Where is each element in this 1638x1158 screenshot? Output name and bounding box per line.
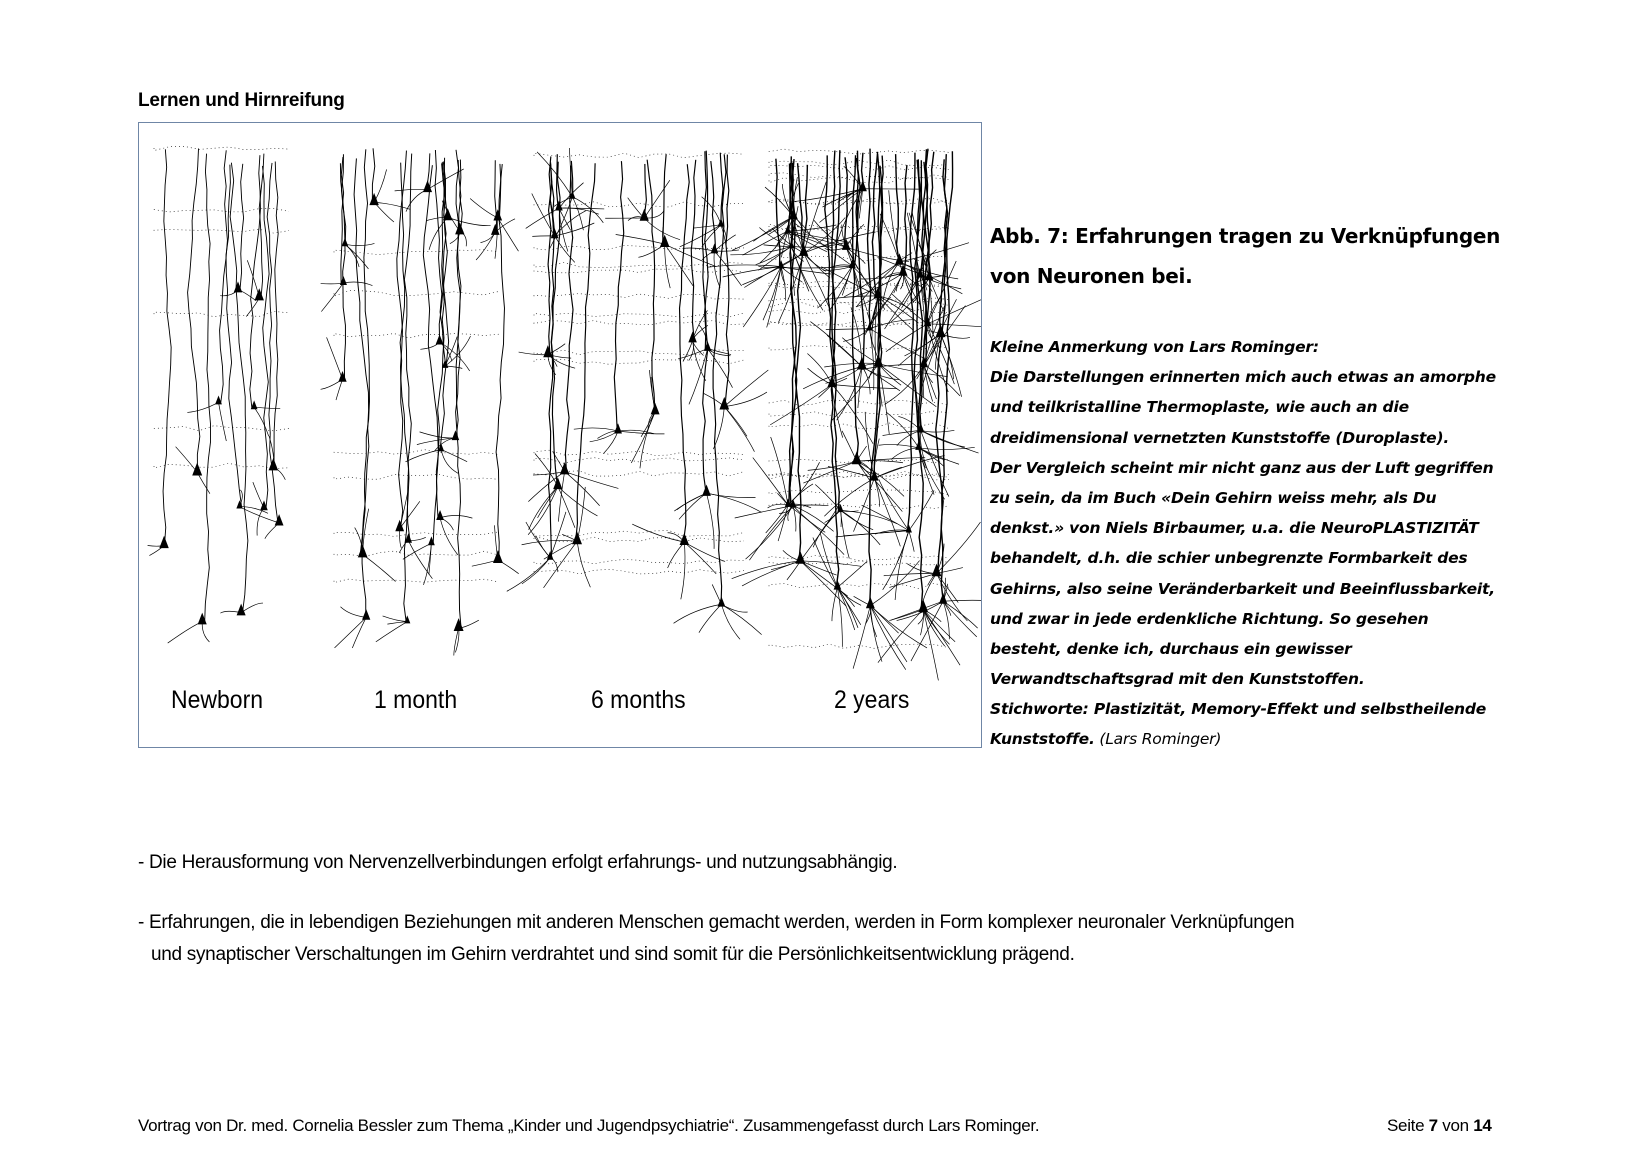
fiber-line — [769, 149, 949, 154]
page-prefix: Seite — [1387, 1116, 1429, 1135]
dendrite-branch — [724, 392, 767, 407]
dendrite-branch — [253, 482, 264, 508]
dendrite-branch — [383, 616, 408, 622]
dendrite-branch — [558, 472, 564, 522]
note-line: Stichworte: Plastizität, Memory-Effekt und selbstheilende — [990, 700, 1487, 719]
dendrite-branch — [897, 531, 909, 563]
neuron-soma — [842, 239, 851, 250]
note-line: besteht, denke ich, durchaus ein gewisser — [990, 639, 1352, 658]
page-mid: von — [1437, 1116, 1474, 1135]
neuron-soma — [338, 371, 346, 382]
dendrite-branch — [440, 515, 472, 518]
dendrite-branch — [807, 353, 832, 384]
dendrite — [663, 154, 667, 244]
dendrite — [872, 152, 878, 296]
dendrite — [565, 166, 573, 472]
dendrite-branch — [374, 169, 386, 202]
dendrite-branch — [743, 231, 788, 255]
dendrite-branch — [565, 472, 600, 506]
footer-text: Vortrag von Dr. med. Cornelia Bessler zum Thema „Kinder und Jugendpsychiatrie“. Zusammengefasst durch Lars Rominger. — [138, 1116, 1040, 1135]
fiber-line — [769, 298, 949, 303]
fiber-line — [334, 450, 499, 455]
dendrite-branch — [644, 218, 680, 240]
dendrite-branch — [241, 603, 263, 613]
note-attribution: (Lars Rominger) — [1094, 730, 1222, 749]
dendrite-branch — [197, 472, 210, 493]
fiber-line — [334, 250, 499, 255]
dendrite-branch — [363, 554, 396, 581]
neuron-soma — [906, 524, 912, 532]
note-last-bold: Kunststoffe. — [990, 730, 1095, 749]
dendrite-branch — [837, 587, 861, 605]
dendrite-branch — [758, 246, 791, 270]
dendrite-branch — [943, 601, 977, 637]
dendrite — [163, 149, 171, 545]
fiber-line — [534, 269, 744, 273]
neuron-soma — [275, 514, 284, 525]
dendrite-branch — [683, 340, 693, 362]
dendrite-branch — [665, 244, 693, 286]
dendrite — [262, 166, 269, 508]
dendrite-branch — [544, 541, 578, 588]
dendrite-branch — [803, 461, 856, 483]
dendrite-branch — [507, 558, 550, 592]
neuron-soma — [660, 235, 670, 247]
dendrite-branch — [406, 189, 428, 211]
neuron-panel-3 — [507, 148, 769, 639]
dendrite-branch — [778, 505, 788, 541]
dendrite-branch — [707, 493, 756, 497]
dendrite-branch — [714, 235, 735, 251]
neuron-soma — [702, 485, 711, 496]
section-heading: Lernen und Hirnreifung — [138, 90, 345, 111]
neuron-soma — [342, 238, 349, 247]
dendrite-branch — [879, 444, 919, 447]
fiber-line — [334, 579, 499, 583]
note-line: Der Vergleich scheint mir nicht ganz aus der Luft gegriffen — [990, 458, 1494, 477]
fiber-line — [154, 426, 289, 431]
dendrite-branch — [840, 510, 841, 527]
dendrite-branch — [857, 461, 903, 463]
neuron-soma — [614, 423, 622, 433]
dendrite-branch — [335, 617, 367, 648]
neuron-panel-2 — [321, 148, 519, 655]
dendrite — [219, 150, 228, 402]
fiber-line — [534, 153, 744, 158]
dendrite-branch — [321, 283, 344, 284]
panel-label-6-months: 6 months — [591, 686, 686, 714]
neuron-soma — [237, 604, 246, 616]
dendrite-branch — [352, 617, 366, 648]
neuron-soma — [269, 458, 279, 470]
dendrite-branch — [883, 531, 909, 590]
dendrite-branch — [519, 352, 548, 355]
dendrite — [250, 155, 261, 407]
dendrite — [495, 160, 497, 232]
dendrite-branch — [321, 283, 343, 312]
panel-label-1-month: 1 month — [374, 686, 458, 714]
dendrite — [929, 152, 934, 278]
dendrite-branch — [678, 349, 708, 359]
note-last-line — [990, 724, 1550, 754]
dendrite — [404, 154, 412, 622]
dendrite-branch — [448, 217, 491, 225]
dendrite-branch — [870, 606, 905, 670]
neuron-panel-1 — [148, 146, 289, 643]
dendrite-branch — [202, 622, 209, 642]
dendrite — [397, 151, 407, 529]
dendrite-branch — [644, 180, 670, 218]
dendrite-branch — [708, 265, 781, 267]
note-line: Die Darstellungen erinnerten mich auch etwas an amorphe — [990, 368, 1496, 387]
dendrite-branch — [771, 437, 788, 505]
dendrite-branch — [559, 208, 571, 230]
dendrite — [273, 161, 278, 467]
note-line: dreidimensional vernetzten Kunststoffe (Duroplaste). — [990, 428, 1450, 447]
fiber-line — [534, 359, 744, 364]
dendrite-branch — [558, 486, 575, 527]
dendrite-branch — [923, 609, 960, 665]
dendrite-branch — [749, 506, 793, 561]
dendrite-branch — [943, 600, 981, 603]
dendrite — [202, 154, 210, 622]
dendrite — [354, 158, 369, 554]
fiber-line — [154, 463, 289, 468]
dendrite-branch — [793, 505, 828, 506]
bullet-2-line-1: - Erfahrungen, die in lebendigen Beziehungen mit anderen Menschen gemacht werden, werden in Form komplexer neuronaler Verknüpfungen — [138, 912, 1295, 933]
fiber-line — [334, 333, 499, 337]
dendrite-branch — [937, 568, 963, 574]
dendrite-branch — [778, 266, 853, 268]
dendrite-branch — [440, 342, 452, 361]
dendrite-branch — [837, 587, 860, 624]
dendrite-branch — [832, 384, 897, 388]
fiber-line — [534, 294, 744, 299]
dendrite-branch — [400, 529, 402, 548]
dendrite — [907, 153, 914, 531]
dendrite-branch — [374, 202, 394, 222]
dendrite-branch — [800, 561, 861, 567]
fiber-line — [769, 489, 949, 494]
dendrite-branch — [574, 428, 618, 431]
note-line: zu sein, da im Buch «Dein Gehirn weiss mehr, als Du — [990, 488, 1437, 507]
fiber-line — [534, 321, 744, 325]
neuron-soma — [455, 222, 464, 234]
note-line: behandelt, d.h. die schier unbegrenzte Formbarkeit des — [990, 549, 1468, 568]
dendrite-branch — [800, 561, 846, 607]
dendrite-branch — [327, 337, 343, 379]
dendrite-branch — [865, 412, 874, 478]
dendrite-branch — [815, 485, 840, 511]
dendrite-branch — [707, 493, 715, 549]
neuron-soma — [192, 463, 202, 476]
neuron-soma — [493, 550, 503, 563]
dendrite-branch — [537, 152, 572, 197]
dendrite-branch — [538, 486, 558, 517]
neuron-soma — [436, 334, 444, 344]
neuron-soma — [452, 430, 460, 440]
page-total: 14 — [1473, 1116, 1492, 1135]
dendrite-branch — [793, 506, 825, 533]
dendrite-branch — [679, 493, 706, 519]
dendrite-branch — [577, 541, 590, 587]
dendrite-branch — [874, 455, 944, 478]
figure-caption — [990, 216, 1550, 296]
dendrite-branch — [842, 431, 857, 461]
dendrite-branch — [668, 542, 685, 568]
dendrite-branch — [559, 208, 604, 209]
dendrite — [713, 154, 726, 604]
dendrite-branch — [924, 365, 933, 402]
dendrite-branch — [707, 493, 762, 512]
dendrite-branch — [721, 604, 740, 639]
neuron-soma — [358, 545, 368, 558]
dendrite-branch — [219, 402, 227, 441]
neuron-soma — [939, 593, 947, 604]
panel-label-2-years: 2 years — [834, 686, 910, 714]
dendrite — [869, 156, 883, 606]
dendrite-branch — [840, 510, 849, 558]
neuron-soma — [918, 599, 928, 612]
dendrite-branch — [405, 449, 441, 461]
dendrite-branch — [470, 199, 498, 218]
neuron-soma — [395, 520, 404, 531]
dendrite-branch — [345, 243, 375, 245]
dendrite — [238, 164, 244, 290]
dendrite-branch — [681, 542, 685, 599]
dendrite-branch — [743, 267, 781, 327]
fiber-line — [769, 400, 949, 405]
dendrite-branch — [921, 430, 955, 432]
dendrite-branch — [340, 607, 366, 618]
dendrite-branch — [187, 402, 218, 412]
dendrite-branch — [920, 609, 923, 635]
dendrite-branch — [804, 253, 831, 310]
fiber-line — [534, 313, 744, 318]
neuron-soma — [493, 209, 502, 220]
neuron-soma — [572, 531, 582, 544]
dendrite-branch — [895, 531, 909, 600]
dendrite-branch — [572, 197, 603, 223]
dendrite-branch — [550, 558, 558, 572]
dendrite-branch — [618, 431, 664, 434]
dendrite-branch — [423, 543, 431, 585]
dendrite-branch — [565, 472, 619, 489]
dendrite-branch — [254, 407, 280, 408]
dendrite-branch — [857, 461, 904, 496]
annotation-note — [990, 332, 1550, 755]
neuron-soma — [454, 618, 464, 631]
fiber-line — [769, 411, 949, 416]
fiber-line — [154, 208, 289, 212]
dendrite — [691, 160, 695, 340]
caption-line-1: Abb. 7: Erfahrungen tragen zu Verknüpfungen — [990, 224, 1501, 248]
neuron-drawing — [139, 123, 981, 747]
dendrite-branch — [536, 536, 550, 558]
dendrite — [576, 163, 596, 541]
dendrite-branch — [800, 561, 847, 596]
dendrite-branch — [577, 487, 585, 541]
dendrite-branch — [937, 573, 959, 602]
dendrite-branch — [846, 224, 864, 247]
panel-label-newborn: Newborn — [171, 686, 264, 714]
dendrite — [548, 156, 551, 354]
dendrite-branch — [684, 542, 716, 574]
dendrite-branch — [724, 407, 754, 452]
neuron-soma — [651, 403, 660, 415]
fiber-line — [769, 302, 949, 308]
dendrite-branch — [721, 604, 747, 612]
dendrite-branch — [176, 447, 198, 473]
dendrite — [647, 160, 655, 412]
dendrite-branch — [254, 407, 269, 436]
neuron-soma — [369, 193, 378, 205]
dendrite — [724, 155, 729, 407]
fiber-line — [534, 536, 744, 542]
note-line: und teilkristalline Thermoplaste, wie auch an die — [990, 398, 1409, 417]
dendrite-branch — [674, 604, 722, 623]
neuron-soma — [866, 597, 875, 608]
dendrite-branch — [735, 506, 793, 518]
dendrite-branch — [909, 531, 914, 552]
dendrite-branch — [632, 524, 684, 542]
dendrite-branch — [897, 430, 921, 445]
neuron-panel-4 — [708, 149, 981, 681]
dendrite-branch — [640, 412, 655, 469]
dendrite-branch — [862, 505, 909, 530]
dendrite — [230, 163, 248, 613]
dendrite-branch — [891, 601, 944, 620]
dendrite-branch — [837, 587, 854, 630]
caption-line-2: von Neuronen bei. — [990, 264, 1193, 288]
dendrite-branch — [168, 622, 203, 643]
neuron-soma — [795, 551, 805, 564]
note-line: Gehirns, also seine Veränderbarkeit und Beeinflussbarkeit, — [990, 579, 1495, 598]
neuron-soma — [688, 331, 696, 342]
dendrite-branch — [922, 573, 936, 605]
dendrite-branch — [788, 462, 820, 505]
fiber-line — [334, 474, 499, 479]
dendrite-branch — [677, 493, 707, 510]
dendrite-branch — [376, 622, 407, 642]
fiber-line — [534, 559, 744, 563]
dendrite-branch — [603, 431, 618, 454]
dendrite-branch — [528, 486, 558, 534]
neuron-soma — [560, 462, 569, 474]
dendrite — [188, 148, 200, 472]
note-line: und zwar in jede erdenkliche Richtung. So gesehen — [990, 609, 1429, 628]
dendrite-branch — [842, 266, 852, 295]
dendrite-branch — [808, 368, 832, 384]
dendrite-branch — [417, 438, 456, 445]
note-line: Verwandtschaftsgrad mit den Kunststoffen. — [990, 670, 1365, 689]
dendrite-branch — [628, 198, 645, 218]
note-line: Kleine Anmerkung von Lars Rominger: — [990, 338, 1319, 356]
bullet-2-line-2: und synaptischer Verschaltungen im Gehirn verdrahtet und sind somit für die Persönlichkeitsentwicklung prägend. — [151, 944, 1075, 965]
bullet-1: - Die Herausformung von Nervenzellverbindungen erfolgt erfahrungs- und nutzungsabhängig. — [138, 852, 898, 873]
dendrite-branch — [522, 540, 577, 544]
page-number — [1387, 1116, 1492, 1136]
neuron-soma — [362, 609, 370, 620]
dendrite-branch — [699, 604, 722, 632]
fiber-line — [154, 146, 289, 150]
dendrite-branch — [770, 384, 832, 424]
dendrite-branch — [793, 506, 834, 532]
dendrite-branch — [928, 295, 981, 323]
dendrite-branch — [928, 261, 957, 324]
note-line: denkst.» von Niels Birbaumer, u.a. die NeuroPLASTIZITÄT — [990, 519, 1479, 538]
neuron-soma — [159, 536, 168, 548]
page-current: 7 — [1428, 1116, 1438, 1135]
neuron-soma — [255, 288, 264, 300]
dendrite-branch — [853, 606, 870, 669]
dendrite — [614, 161, 623, 431]
neuron-figure — [138, 122, 982, 748]
dendrite-branch — [257, 508, 264, 536]
dendrite-branch — [724, 370, 768, 407]
dendrite-branch — [753, 458, 788, 505]
